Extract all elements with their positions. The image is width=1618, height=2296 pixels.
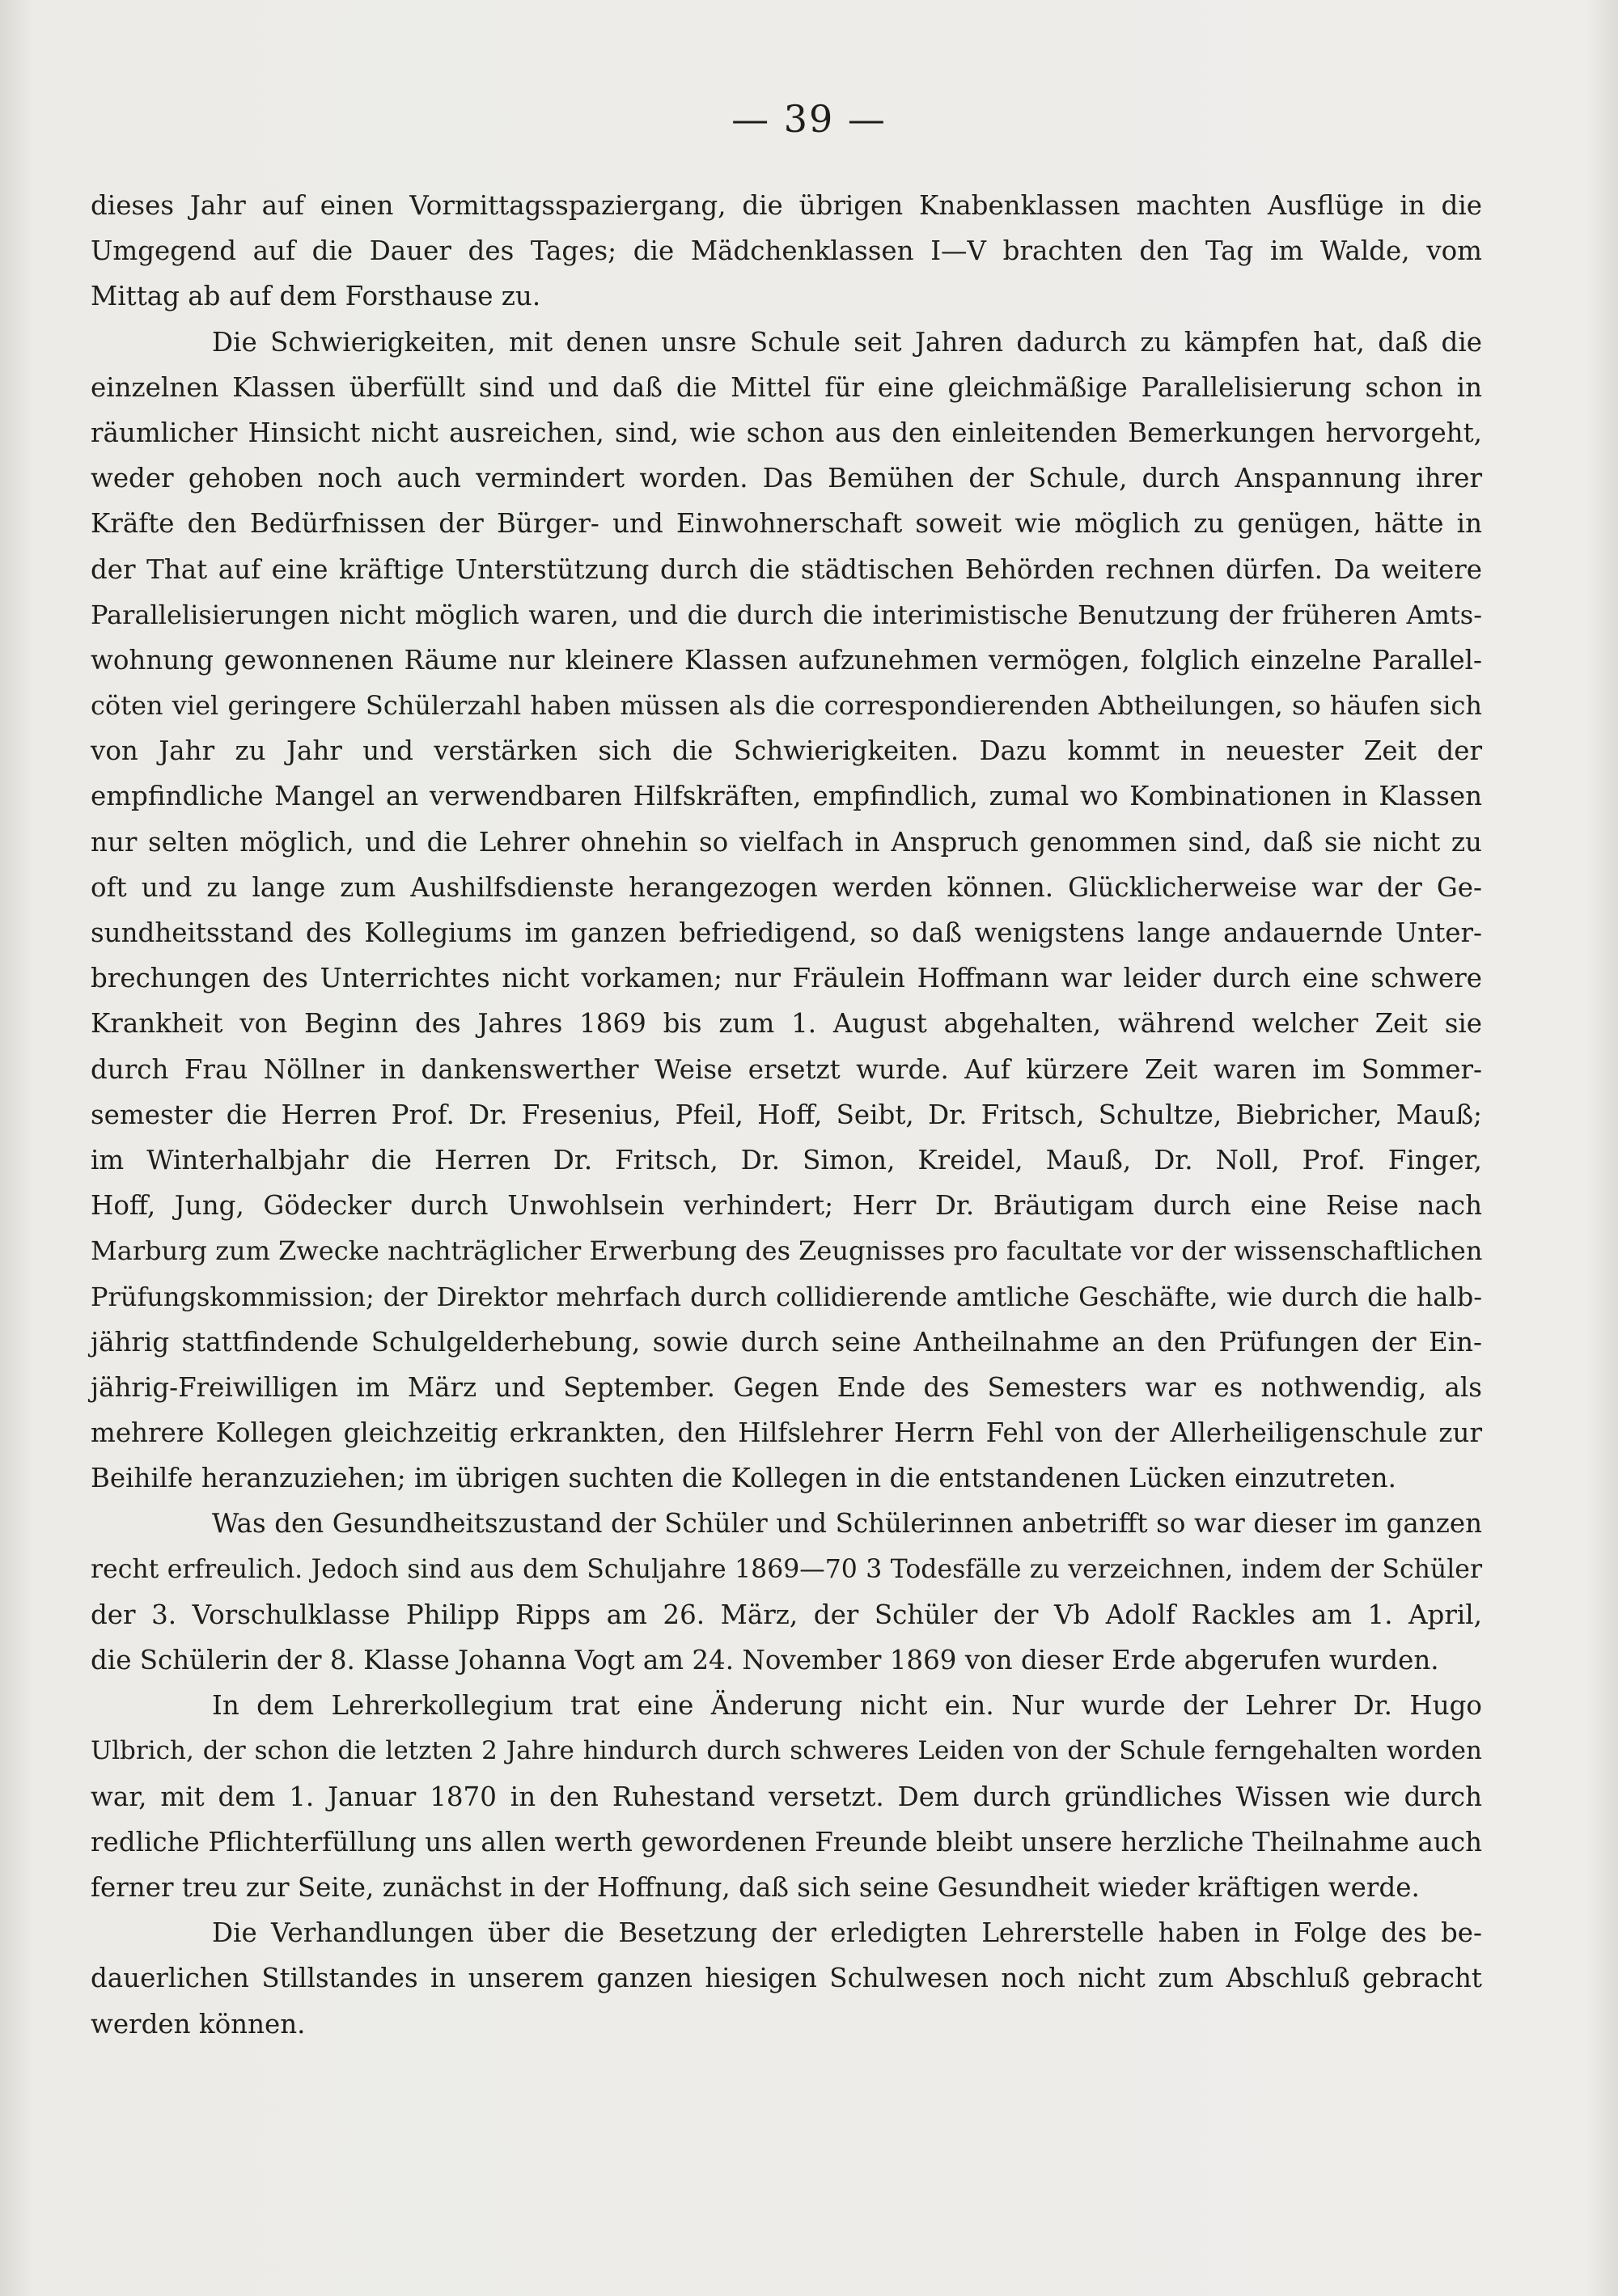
text-line: wohnung gewonnenen Räume nur kleinere Klassen aufzunehmen vermögen, folglich einzelne Parallel- <box>91 644 1482 676</box>
text-line: Mittag ab auf dem Forsthause zu. <box>91 281 541 312</box>
text-line: im Winterhalbjahr die Herren Dr. Fritsch, Dr. Simon, Kreidel, Mauß, Dr. Noll, Prof. Finger, <box>91 1144 1482 1176</box>
paragraph <box>91 183 1482 320</box>
text-line: recht erfreulich. Jedoch sind aus dem Schuljahre 1869—70 3 Todesfälle zu verzeichnen, indem der Schüler <box>91 1554 1482 1584</box>
text-line: Kräfte den Bedürfnissen der Bürger- und Einwohnerschaft soweit wie möglich zu genügen, hätte in <box>91 508 1482 540</box>
text-line: der That auf eine kräftige Unterstützung durch die städtischen Behörden rechnen dürfen. Da weitere <box>91 553 1482 585</box>
text-line: räumlicher Hinsicht nicht ausreichen, sind, wie schon aus den einleitenden Bemerkungen hervorgeht, <box>91 417 1482 448</box>
text-line: semester die Herren Prof. Dr. Fresenius, Pfeil, Hoff, Seibt, Dr. Fritsch, Schultze, Biebricher, Mauß; <box>91 1099 1482 1130</box>
text-line: einzelnen Klassen überfüllt sind und daß die Mittel für eine gleichmäßige Parallelisierung schon in <box>91 371 1482 403</box>
text-line: Prüfungskommission; der Direktor mehrfach durch collidierende amtliche Geschäfte, wie durch die halb- <box>91 1281 1482 1312</box>
text-line: war, mit dem 1. Januar 1870 in den Ruhestand versetzt. Dem durch gründliches Wissen wie durch <box>91 1781 1482 1812</box>
paragraph <box>91 1683 1482 1910</box>
text-line: In dem Lehrerkollegium trat eine Änderung nicht ein. Nur wurde der Lehrer Dr. Hugo <box>212 1690 1482 1722</box>
paragraph <box>91 320 1482 1502</box>
text-line: Die Schwierigkeiten, mit denen unsre Schule seit Jahren dadurch zu kämpfen hat, daß die <box>212 326 1482 358</box>
text-line: jährig stattfindende Schulgelderhebung, sowie durch seine Antheilnahme an den Prüfungen der Ein- <box>91 1326 1482 1358</box>
body-text <box>91 183 1482 2047</box>
text-line: mehrere Kollegen gleichzeitig erkrankten, den Hilfslehrer Herrn Fehl von der Allerheiligenschule zur <box>91 1417 1482 1449</box>
text-line: Hoff, Jung, Gödecker durch Unwohlsein verhindert; Herr Dr. Bräutigam durch eine Reise nach <box>91 1190 1482 1222</box>
text-line: redliche Pflichterfüllung uns allen werth gewordenen Freunde bleibt unsere herzliche Theilnahme auch <box>91 1826 1482 1858</box>
text-line: ferner treu zur Seite, zunächst in der Hoffnung, daß sich seine Gesundheit wieder kräftigen werde. <box>91 1871 1420 1903</box>
text-line: Die Verhandlungen über die Besetzung der erledigten Lehrerstelle haben in Folge des be- <box>212 1917 1482 1949</box>
text-line: cöten viel geringere Schülerzahl haben müssen als die correspondierenden Abtheilungen, so häufen sich <box>91 690 1482 722</box>
text-line: sundheitsstand des Kollegiums im ganzen befriedigend, so daß wenigstens lange andauernde Unter- <box>91 917 1482 948</box>
paragraph <box>91 1910 1482 2047</box>
text-line: werden können. <box>91 2008 306 2040</box>
paragraph <box>91 1501 1482 1683</box>
text-line: nur selten möglich, und die Lehrer ohnehin so vielfach in Anspruch genommen sind, daß sie nicht zu <box>91 826 1482 858</box>
text-line: die Schülerin der 8. Klasse Johanna Vogt am 24. November 1869 von dieser Erde abgerufen wurden. <box>91 1645 1439 1675</box>
page-number: — 39 — <box>731 97 887 141</box>
text-line: oft und zu lange zum Aushilfsdienste herangezogen werden können. Glücklicherweise war der Ge- <box>91 871 1482 903</box>
text-line: Umgegend auf die Dauer des Tages; die Mädchenklassen I—V brachten den Tag im Walde, vom <box>91 235 1482 267</box>
text-line: der 3. Vorschulklasse Philipp Ripps am 26. März, der Schüler der Vb Adolf Rackles am 1. April, <box>91 1599 1482 1630</box>
text-line: von Jahr zu Jahr und verstärken sich die Schwierigkeiten. Dazu kommt in neuester Zeit der <box>91 735 1482 767</box>
text-line: dauerlichen Stillstandes in unserem ganzen hiesigen Schulwesen noch nicht zum Abschluß gebracht <box>91 1963 1482 1994</box>
text-line: Marburg zum Zwecke nachträglicher Erwerbung des Zeugnisses pro facultate vor der wissenschaftlichen <box>91 1235 1483 1267</box>
text-line: Parallelisierungen nicht möglich waren, und die durch die interimistische Benutzung der früheren Amts- <box>91 599 1482 630</box>
text-line: Beihilfe heranzuziehen; im übrigen suchten die Kollegen in die entstandenen Lücken einzutreten. <box>91 1463 1396 1494</box>
text-line: dieses Jahr auf einen Vormittagsspaziergang, die übrigen Knabenklassen machten Ausflüge in die <box>91 190 1482 221</box>
text-line: empfindliche Mangel an verwendbaren Hilfskräften, empfindlich, zumal wo Kombinationen in Klassen <box>91 781 1482 812</box>
text-line: weder gehoben noch auch vermindert worden. Das Bemühen der Schule, durch Anspannung ihrer <box>91 463 1482 494</box>
text-line: durch Frau Nöllner in dankenswerther Weise ersetzt wurde. Auf kürzere Zeit waren im Sommer- <box>91 1053 1482 1085</box>
text-line: Ulbrich, der schon die letzten 2 Jahre hindurch durch schweres Leiden von der Schule ferngehalten worden <box>91 1736 1482 1766</box>
text-line: Krankheit von Beginn des Jahres 1869 bis zum 1. August abgehalten, während welcher Zeit sie <box>91 1008 1482 1040</box>
text-line: Was den Gesundheitszustand der Schüler und Schülerinnen anbetrifft so war dieser im ganzen <box>212 1508 1482 1540</box>
text-line: brechungen des Unterrichtes nicht vorkamen; nur Fräulein Hoffmann war leider durch eine schwere <box>91 963 1482 994</box>
text-line: jährig-Freiwilligen im März und September. Gegen Ende des Semesters war es nothwendig, als <box>91 1371 1482 1403</box>
